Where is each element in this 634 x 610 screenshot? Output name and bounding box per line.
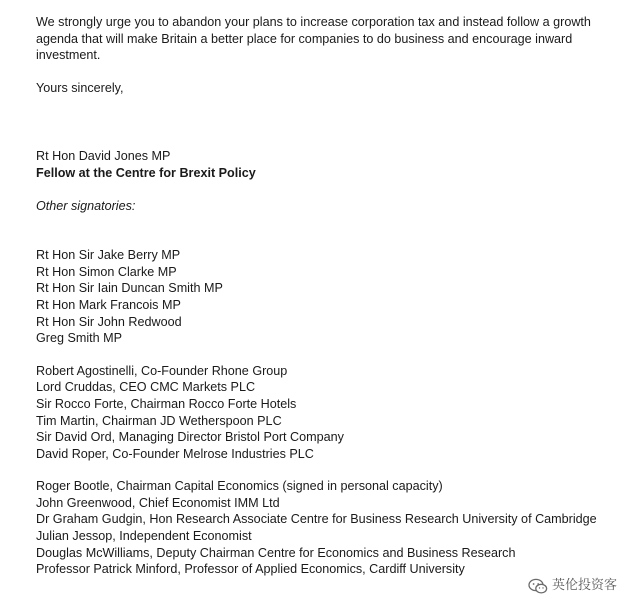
signatory: David Roper, Co-Founder Melrose Industries PLC bbox=[36, 446, 314, 461]
author-title: Fellow at the Centre for Brexit Policy bbox=[36, 165, 256, 180]
wechat-icon bbox=[528, 578, 548, 595]
signatory: Rt Hon Sir Iain Duncan Smith MP bbox=[36, 281, 223, 296]
signatory: Robert Agostinelli, Co-Founder Rhone Group bbox=[36, 363, 288, 378]
signatory: Greg Smith MP bbox=[36, 331, 123, 346]
signatory: Rt Hon Sir Jake Berry MP bbox=[36, 248, 181, 263]
signatory: Tim Martin, Chairman JD Wetherspoon PLC bbox=[36, 413, 282, 428]
signatory: Rt Hon Sir John Redwood bbox=[36, 314, 182, 329]
signatory: Roger Bootle, Chairman Capital Economics (signed in personal capacity) bbox=[36, 479, 443, 494]
mp-signatories-list bbox=[36, 247, 626, 347]
signatory: Sir David Ord, Managing Director Bristol Port Company bbox=[36, 430, 344, 445]
business-signatories-list bbox=[36, 363, 626, 463]
letter-page bbox=[36, 14, 626, 578]
signatory: Sir Rocco Forte, Chairman Rocco Forte Hotels bbox=[36, 396, 297, 411]
author-name: Rt Hon David Jones MP bbox=[36, 149, 171, 164]
watermark bbox=[525, 577, 620, 596]
signatory: Dr Graham Gudgin, Hon Research Associate Centre for Business Research University of Cambridge bbox=[36, 512, 597, 527]
closing-line: Yours sincerely, bbox=[36, 80, 124, 95]
signatory: Rt Hon Simon Clarke MP bbox=[36, 264, 177, 279]
signatory: Douglas McWilliams, Deputy Chairman Centre for Economics and Business Research bbox=[36, 545, 516, 560]
signatories-heading: Other signatories: bbox=[36, 198, 136, 213]
intro-paragraph: We strongly urge you to abandon your plans to increase corporation tax and instead follow a growth agenda that will make Britain a better place for companies to do business and encourage inward investment. bbox=[36, 15, 591, 63]
signatory: John Greenwood, Chief Economist IMM Ltd bbox=[36, 495, 280, 510]
signatory: Julian Jessop, Independent Economist bbox=[36, 529, 252, 544]
watermark-text: 英伦投资客 bbox=[551, 578, 617, 594]
signatory: Rt Hon Mark Francois MP bbox=[36, 297, 181, 312]
signatory: Lord Cruddas, CEO CMC Markets PLC bbox=[36, 380, 256, 395]
economist-signatories-list bbox=[36, 478, 626, 578]
signatory: Professor Patrick Minford, Professor of Applied Economics, Cardiff University bbox=[36, 562, 465, 577]
